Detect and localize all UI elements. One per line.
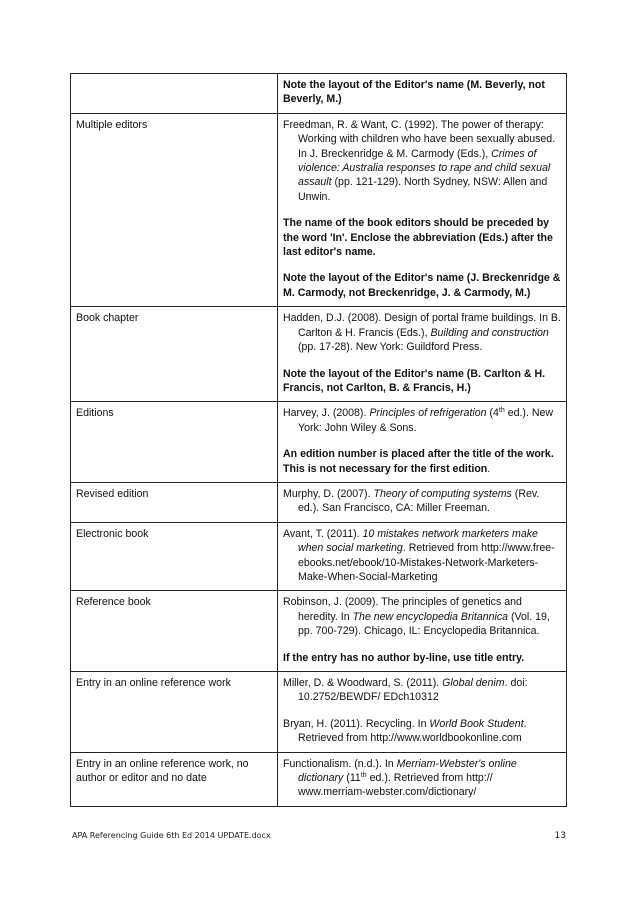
table-row bbox=[71, 482, 567, 522]
reference-type-cell: Revised edition bbox=[71, 482, 278, 522]
example-cell bbox=[278, 752, 567, 806]
citation-example: Functionalism. (n.d.). In Merriam-Webster's online dictionary (11th ed.). Retrieved from http:// www.merriam-webster.com/dictionary/ bbox=[283, 757, 517, 799]
table-row bbox=[71, 74, 567, 114]
reference-type-cell: Entry in an online reference work, no author or editor and no date bbox=[71, 752, 278, 806]
citation-example: Freedman, R. & Want, C. (1992). The power of therapy: Working with children who have been sexually abused. In J. Breckenridge & M. Carmody (Eds.), Crimes of violence: Australia responses to rape and child sexual assault (pp. 121-129). North Sydney, NSW: Allen and Unwin. bbox=[283, 118, 556, 203]
example-cell bbox=[278, 74, 567, 114]
table-row bbox=[71, 672, 567, 753]
citation-example: Avant, T. (2011). 10 mistakes network marketers make when social marketing. Retrieved from http://www.free-ebooks.net/ebook/10-Mistakes-Network-Marketers-Make-When-Social-Marketing bbox=[283, 527, 555, 583]
table-row bbox=[71, 752, 567, 806]
citation-example: Bryan, H. (2011). Recycling. In World Book Student. Retrieved from http://www.worldbookonline.com bbox=[283, 717, 527, 745]
example-cell bbox=[278, 591, 567, 672]
citation-example: Robinson, J. (2009). The principles of genetics and heredity. In The new encyclopedia Britannica (Vol. 19, pp. 700-729). Chicago, IL: Encyclopedia Britannica. bbox=[283, 596, 550, 638]
reference-type-cell bbox=[71, 74, 278, 114]
note-text: If the entry has no author by-line, use title entry. bbox=[283, 651, 525, 664]
example-cell bbox=[278, 307, 567, 402]
note-text: Note the layout of the Editor's name (B. Carlton & H. Francis, not Carlton, B. & Francis, H.) bbox=[283, 367, 546, 394]
document-filename: APA Referencing Guide 6th Ed 2014 UPDATE.docx bbox=[72, 831, 271, 840]
note-text: An edition number is placed after the title of the work. This is not necessary for the first edition. bbox=[283, 448, 554, 475]
table-row bbox=[71, 113, 567, 306]
reference-type-cell: Editions bbox=[71, 402, 278, 483]
table-row bbox=[71, 591, 567, 672]
citation-example: Hadden, D.J. (2008). Design of portal frame buildings. In B. Carlton & H. Francis (Eds.), Building and construction (pp. 17-28). New York: Guildford Press. bbox=[283, 312, 561, 354]
example-cell bbox=[278, 402, 567, 483]
reference-examples-table bbox=[70, 73, 567, 807]
example-cell bbox=[278, 522, 567, 591]
table-row bbox=[71, 402, 567, 483]
page-footer bbox=[72, 831, 566, 840]
example-cell bbox=[278, 113, 567, 306]
table-row bbox=[71, 307, 567, 402]
page-number: 13 bbox=[554, 831, 566, 841]
reference-type-cell: Electronic book bbox=[71, 522, 278, 591]
example-cell bbox=[278, 672, 567, 753]
note-text: Note the layout of the Editor's name (J. Breckenridge & M. Carmody, not Breckenridge, J. & Carmody, M.) bbox=[283, 272, 561, 299]
citation-example: Harvey, J. (2008). Principles of refrigeration (4th ed.). New York: John Wiley & Sons. bbox=[283, 407, 554, 434]
reference-type-cell: Book chapter bbox=[71, 307, 278, 402]
note-text: The name of the book editors should be preceded by the word 'In'. Enclose the abbreviation (Eds.) after the last editor's name. bbox=[283, 217, 553, 259]
table-row bbox=[71, 522, 567, 591]
reference-type-cell: Entry in an online reference work bbox=[71, 672, 278, 753]
example-cell bbox=[278, 482, 567, 522]
citation-example: Murphy, D. (2007). Theory of computing systems (Rev. ed.). San Francisco, CA: Miller Freeman. bbox=[283, 487, 540, 515]
reference-type-cell: Multiple editors bbox=[71, 113, 278, 306]
note-text: Note the layout of the Editor's name (M. Beverly, not Beverly, M.) bbox=[283, 79, 545, 106]
citation-example: Miller, D. & Woodward, S. (2011). Global denim. doi: 10.2752/BEWDF/ EDch10312 bbox=[283, 677, 528, 704]
reference-type-cell: Reference book bbox=[71, 591, 278, 672]
